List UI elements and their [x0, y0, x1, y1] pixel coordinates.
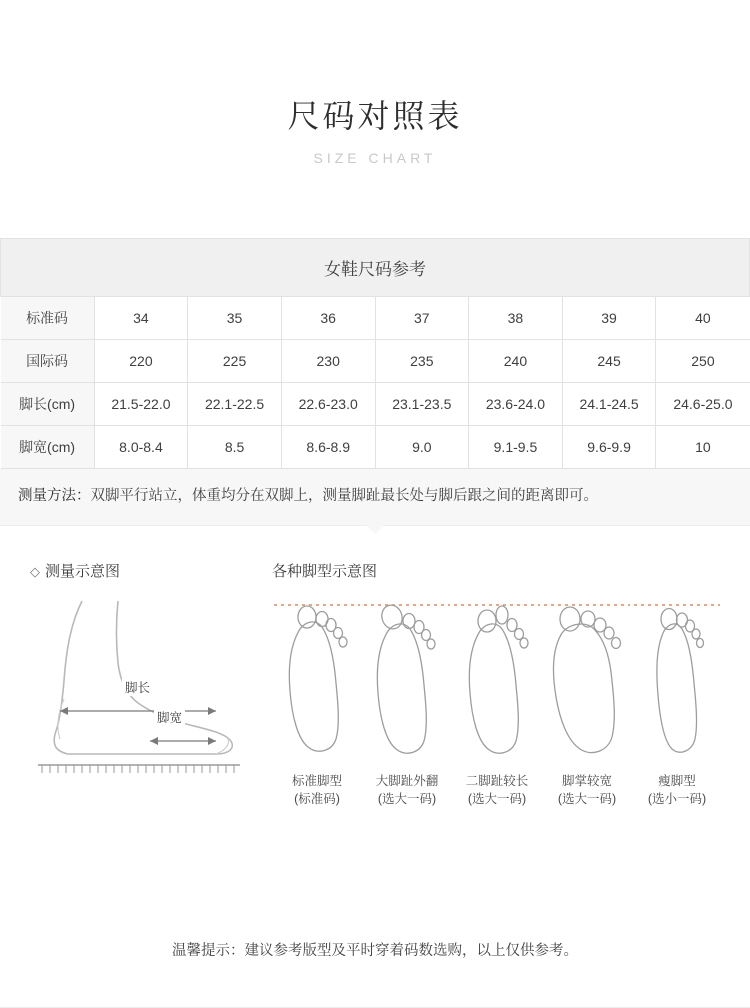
- cell: 40: [656, 296, 750, 339]
- table-row: [1, 425, 750, 468]
- foot-types-heading: 各种脚型示意图: [272, 563, 378, 581]
- cell: 35: [188, 296, 282, 339]
- foot-shape-narrow-icon: [634, 593, 720, 761]
- cell: 9.6-9.9: [562, 425, 656, 468]
- row-label: 国际码: [1, 339, 95, 382]
- cell: 22.6-23.0: [281, 382, 375, 425]
- table-caption-row: [1, 238, 750, 296]
- size-table-wrap: [0, 238, 750, 469]
- foot-type-item: [632, 593, 722, 808]
- cell: 9.1-9.5: [469, 425, 563, 468]
- cell: 8.5: [188, 425, 282, 468]
- foot-shape-long-second-toe-icon: [454, 593, 540, 761]
- page-title: 尺码对照表: [287, 98, 463, 134]
- cell: 23.1-23.5: [375, 382, 469, 425]
- foot-type-item: [542, 593, 632, 808]
- row-label: 脚宽(cm): [1, 425, 95, 468]
- diagram-section: [0, 526, 750, 856]
- foot-width-label: 脚宽: [154, 708, 185, 726]
- foot-type-item: [272, 593, 362, 808]
- foot-type-advice: (选大一码): [377, 792, 437, 807]
- cell: 37: [375, 296, 469, 339]
- foot-type-name: 标准脚型: [291, 774, 342, 789]
- foot-type-name: 瘦脚型: [658, 774, 696, 789]
- foot-type-advice: (选大一码): [557, 792, 617, 807]
- row-label: 脚长(cm): [1, 382, 95, 425]
- measure-diagram-heading-label: 测量示意图: [45, 563, 121, 581]
- diamond-icon: ◇: [30, 564, 40, 580]
- measure-diagram-heading: [30, 560, 250, 581]
- row-label: 标准码: [1, 296, 95, 339]
- foot-type-item: [452, 593, 542, 808]
- foot-type-advice: (选小一码): [647, 792, 707, 807]
- cell: 8.0-8.4: [94, 425, 188, 468]
- table-row: [1, 339, 750, 382]
- title-block: [0, 0, 750, 166]
- note-text: 双脚平行站立，体重均分在双脚上，测量脚趾最长处与脚后跟之间的距离即可。: [90, 487, 598, 504]
- cell: 230: [281, 339, 375, 382]
- cell: 8.6-8.9: [281, 425, 375, 468]
- size-table: [0, 238, 750, 469]
- measure-method-note: [0, 469, 750, 527]
- cell: 24.1-24.5: [562, 382, 656, 425]
- foot-type-name: 二脚趾较长: [465, 774, 529, 789]
- page-subtitle: SIZE CHART: [313, 149, 437, 166]
- foot-type-advice: (标准码): [294, 792, 340, 807]
- cell: 38: [469, 296, 563, 339]
- cell: 250: [656, 339, 750, 382]
- cell: 22.1-22.5: [188, 382, 282, 425]
- cell: 21.5-22.0: [94, 382, 188, 425]
- cell: 24.6-25.0: [656, 382, 750, 425]
- cell: 225: [188, 339, 282, 382]
- cell: 240: [469, 339, 563, 382]
- measure-diagram-col: [30, 560, 250, 790]
- footer-tip: [0, 939, 750, 960]
- footer-tip-text: 建议参考版型及平时穿着码数选购，以上仅供参考。: [244, 943, 578, 959]
- foot-shape-wide-icon: [544, 593, 630, 761]
- cell: 9.0: [375, 425, 469, 468]
- foot-type-advice: (选大一码): [467, 792, 527, 807]
- cell: 10: [656, 425, 750, 468]
- cell: 36: [281, 296, 375, 339]
- foot-types-row: [272, 593, 722, 808]
- foot-shape-standard-icon: [274, 593, 360, 761]
- cell: 245: [562, 339, 656, 382]
- cell: 220: [94, 339, 188, 382]
- foot-types-col: [272, 560, 722, 808]
- cell: 34: [94, 296, 188, 339]
- cell: 235: [375, 339, 469, 382]
- table-row: [1, 296, 750, 339]
- foot-type-name: 大脚趾外翻: [375, 774, 439, 789]
- table-caption: 女鞋尺码参考: [1, 238, 750, 296]
- foot-length-label: 脚长: [122, 678, 153, 696]
- foot-shape-bunion-icon: [364, 593, 450, 761]
- foot-type-item: [362, 593, 452, 808]
- footer-tip-label: 温馨提示：: [172, 943, 245, 959]
- note-label: 测量方法：: [18, 487, 91, 504]
- table-row: [1, 382, 750, 425]
- cell: 39: [562, 296, 656, 339]
- foot-type-name: 脚掌较宽: [561, 774, 612, 789]
- cell: 23.6-24.0: [469, 382, 563, 425]
